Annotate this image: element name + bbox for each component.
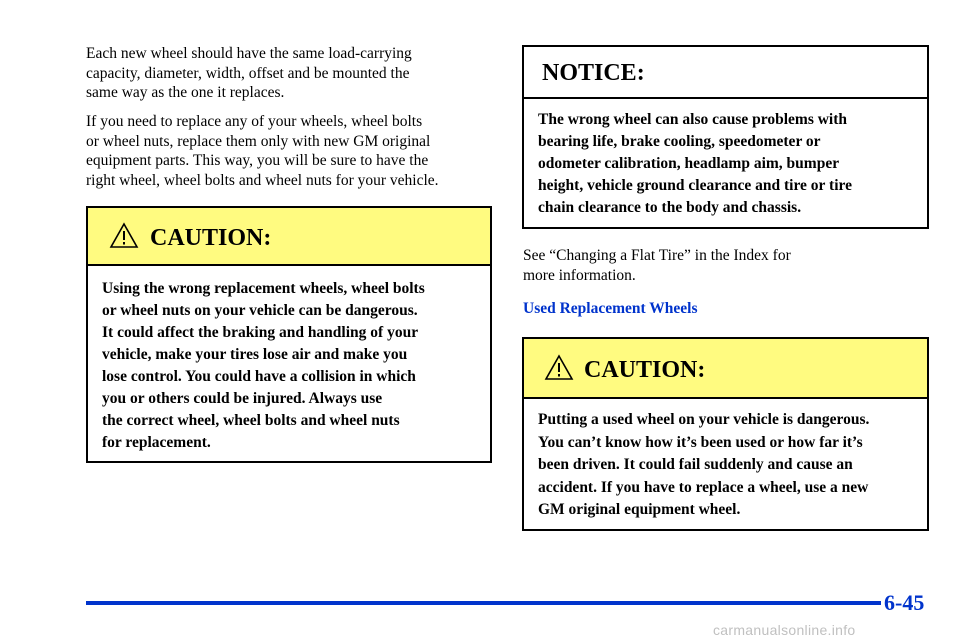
notice-title: NOTICE: (542, 60, 645, 86)
notice-header (524, 47, 927, 99)
section-heading: Used Replacement Wheels (523, 300, 698, 317)
caution-box-wrong-wheels (86, 206, 492, 463)
notice-body: The wrong wheel can also cause problems with bearing life, brake cooling, speedometer or odometer calibration, headlamp aim, bumper height, vehicle ground clearance and tire or tire chain clearance to the body and chassis. (538, 111, 852, 216)
caution-box-used-wheels (522, 337, 929, 531)
caution-body: Putting a used wheel on your vehicle is dangerous. You can’t know how it’s been used or how far it’s been driven. It could fail suddenly and cause an accident. If you have to replace a wheel, use a new GM original equipment wheel. (538, 411, 870, 518)
footer-rule (86, 601, 881, 605)
caution-title: CAUTION: (584, 357, 706, 383)
see-also-paragraph: See “Changing a Flat Tire” in the Index for more information. (523, 247, 791, 284)
intro-paragraph-1: Each new wheel should have the same load-carrying capacity, diameter, width, offset and be mounted the same way as the one it replaces. (86, 45, 412, 101)
warning-triangle-icon (544, 354, 574, 388)
caution-title: CAUTION: (150, 225, 272, 251)
watermark: carmanualsonline.info (713, 622, 856, 638)
intro-paragraph-2: If you need to replace any of your wheels, wheel bolts or wheel nuts, replace them only with new GM original equipment parts. This way, you will be sure to have the right wheel, wheel bolts and wheel nuts for your vehicle. (86, 113, 439, 189)
page-number: 6-45 (884, 590, 925, 615)
caution-header (524, 339, 927, 399)
caution-header (88, 208, 490, 266)
caution-body: Using the wrong replacement wheels, wheel bolts or wheel nuts on your vehicle can be dangerous. It could affect the braking and handling of your vehicle, make your tires lose air and make you lose control. You could have a collision in which you or others could be injured. Always use the correct wheel, wheel bolts and wheel nuts for replacement. (102, 280, 425, 451)
notice-box (522, 45, 929, 229)
warning-triangle-icon (109, 222, 139, 256)
